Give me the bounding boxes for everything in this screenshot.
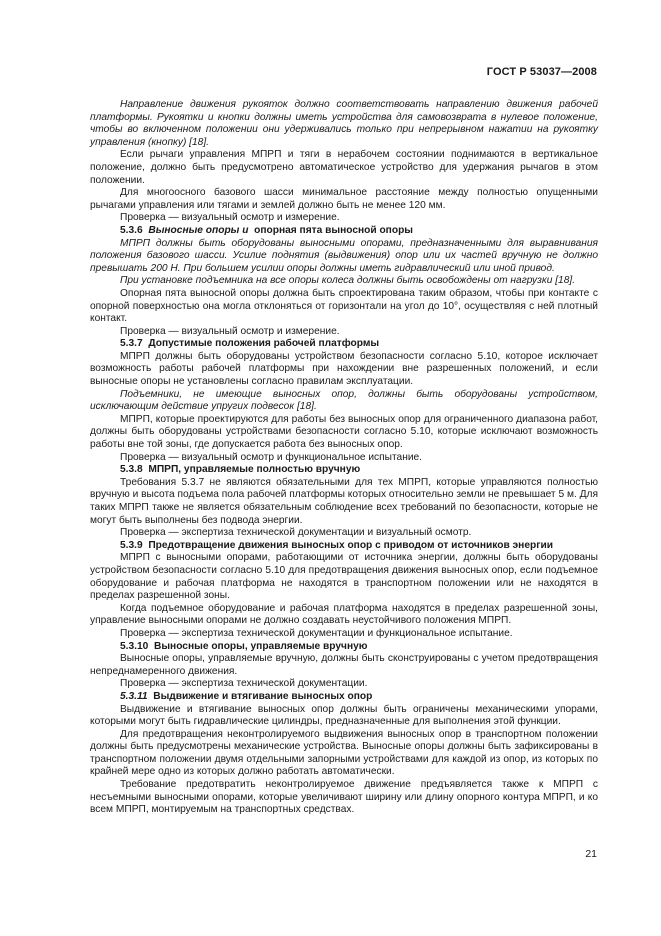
paragraph: Для многоосного базового шасси минимальное расстояние между полностью опущенными рычагами управления или тягами и землей должно быть не менее 120 мм. xyxy=(90,187,598,211)
section-title: МПРП, управляемые полностью вручную xyxy=(148,464,361,476)
paragraph: МПРП с выносными опорами, работающими от источника энергии, должны быть оборудованы устройством безопасности согласно 5.10 для предотвращения движения выносных опор, если подъемное оборудование и рабочая платформа не находятся в транспортном положении или не находятся в пределах разрешенной зоны. xyxy=(90,552,598,602)
section-heading xyxy=(90,464,598,477)
section-number: 5.3.7 xyxy=(120,338,143,350)
paragraph: Проверка — визуальный осмотр и измерение. xyxy=(120,325,340,337)
section-heading xyxy=(90,338,598,351)
section-title-italic: Выносные опоры и xyxy=(148,224,249,236)
paragraph: Проверка — экспертиза технической документации и визуальный осмотр. xyxy=(120,527,472,539)
section-number: 5.3.9 xyxy=(120,539,143,551)
document-header: ГОСТ Р 53037—2008 xyxy=(486,66,597,78)
page-number: 21 xyxy=(585,848,597,860)
section-heading xyxy=(90,691,598,704)
italic-paragraph: МПРП должны быть оборудованы выносными опорами, предназначенными для выравнивания положения базового шасси. Усилие поднятия (выдвижения) опор или их частей вручную не должно превышать 200 Н. При большем усилии опоры должны иметь гидравлический или иной привод. xyxy=(90,237,598,274)
paragraph: Проверка — экспертиза технической документации и функциональное испытание. xyxy=(120,627,513,639)
document-body xyxy=(90,99,598,817)
paragraph: Опорная пята выносной опоры должна быть спроектирована таким образом, чтобы при контакте с опорной поверхностью она могла отклоняться от горизонтали на угол до 10°, осуществляя с ней плотный контакт. xyxy=(90,287,598,325)
paragraph: Проверка — визуальный осмотр и измерение. xyxy=(120,212,340,224)
paragraph: Когда подъемное оборудование и рабочая платформа находятся в пределах разрешенной зоны, управление выносными опорами не должно создавать неустойчивого положения МПРП. xyxy=(90,602,598,627)
italic-paragraph: Направление движения рукояток должно соответствовать направлению движения рабочей платформы. Рукоятки и кнопки должны иметь устройства для самовозврата в нулевое положение, чтобы во включенном положении они удерживались только при непрерывном нажатии на рукоятку управления (кнопку) [18]. xyxy=(90,99,598,148)
paragraph: Проверка — визуальный осмотр и функциональное испытание. xyxy=(120,451,423,463)
section-title: Предотвращение движения выносных опор с приводом от источников энергии xyxy=(148,539,553,551)
italic-paragraph: При установке подъемника на все опоры колеса должны быть освобождены от нагрузки [18]. xyxy=(120,275,576,287)
section-title: Допустимые положения рабочей платформы xyxy=(148,338,380,350)
section-title: Выдвижение и втягивание выносных опор xyxy=(153,690,373,702)
section-number: 5.3.8 xyxy=(120,464,143,476)
italic-paragraph: Подъемники, не имеющие выносных опор, должны быть оборудованы устройством, исключающим действие упругих подвесок [18]. xyxy=(90,388,598,413)
section-heading xyxy=(90,225,598,238)
paragraph: Требование предотвратить неконтролируемое движение предъявляется также к МПРП с несъемными выносными опорами, которые увеличивают ширину или длину опорного контура МПРП, и ко всем МПРП, монтируемым на транспортных средствах. xyxy=(90,779,598,816)
section-title: Выносные опоры, управляемые вручную xyxy=(154,640,368,652)
paragraph: Проверка — экспертиза технической документации. xyxy=(120,678,368,690)
paragraph: Выносные опоры, управляемые вручную, должны быть сконструированы с учетом предотвращения непреднамеренного движения. xyxy=(90,653,598,677)
section-title: опорная пята выносной опоры xyxy=(254,224,413,236)
paragraph: Для предотвращения неконтролируемого выдвижения выносных опор в транспортном положении должны быть предусмотрены механические устройства. Выносные опоры должны быть зафиксированы в транспортном положении двумя отдельными запорными устройствами для каждой из опор, из которых по крайней мере одно из которых должно работать автоматически. xyxy=(90,728,598,778)
paragraph: Если рычаги управления МПРП и тяги в нерабочем состоянии поднимаются в вертикальное положение, должно быть предусмотрено автоматическое устройство для удержания рычагов в этом положении. xyxy=(90,149,598,186)
section-number: 5.3.10 xyxy=(120,640,149,652)
paragraph: МПРП должны быть оборудованы устройством безопасности согласно 5.10, которое исключает возможность работы рабочей платформы при нахождении вне разрешенных положений, и если выносные опоры не установлены согласно правилам эксплуатации. xyxy=(90,350,598,388)
section-number: 5.3.11 xyxy=(120,690,148,702)
paragraph: МПРП, которые проектируются для работы без выносных опор для ограниченного диапазона работ, должны быть оборудованы устройствами безопасности согласно 5.10, которые исключают возможность работы вне той зоны, где допускается работа без выносных опор. xyxy=(90,413,598,451)
section-number: 5.3.6 xyxy=(120,224,143,236)
section-heading xyxy=(90,540,598,553)
section-heading xyxy=(90,641,598,654)
paragraph: Выдвижение и втягивание выносных опор должны быть ограничены механическими упорами, которыми могут быть гидравлические цилиндры, предназначенные для выполнения этой функции. xyxy=(90,703,598,728)
paragraph: Требования 5.3.7 не являются обязательными для тех МПРП, которые управляются полностью вручную и высота подъема пола рабочей платформы которых относительно земли не превышает 5 м. Для таких МПРП также не является обязательным соблюдение всех требований по безопасности, которые не могут быть выполнены без подвода энергии. xyxy=(90,476,598,526)
